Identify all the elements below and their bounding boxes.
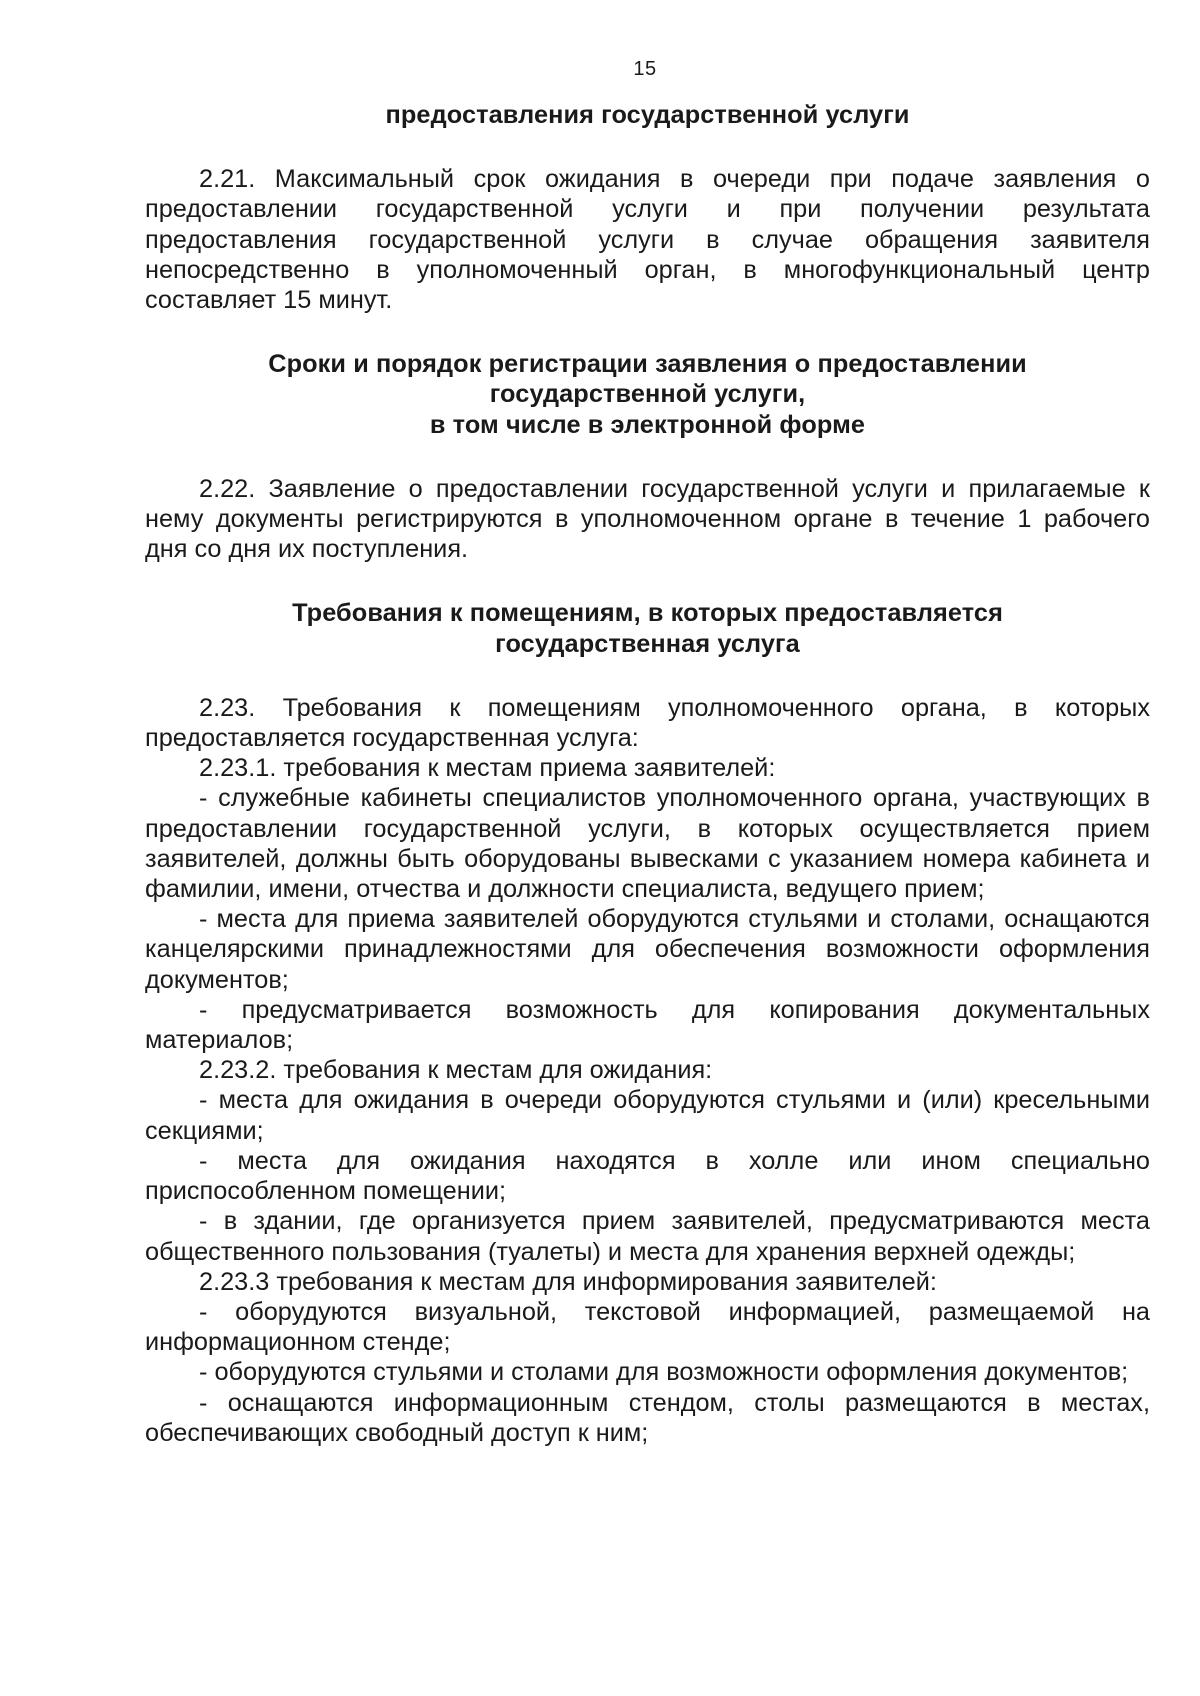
section-heading-premises <box>145 598 1150 658</box>
list-item: - в здании, где организуется прием заявителей, предусматриваются места общественного пользования (туалеты) и места для хранения верхней одежды; <box>145 1207 1150 1266</box>
heading-line: государственной услуги, <box>489 380 806 409</box>
paragraph-2-22: 2.22. Заявление о предоставлении государственной услуги и прилагаемые к нему документы регистрируются в уполномоченном органе в течение 1 рабочего дня со дня их поступления. <box>145 474 1150 564</box>
paragraph-2-23-2: 2.23.2. требования к местам для ожидания: <box>199 1056 713 1085</box>
section-heading-registration <box>145 349 1150 440</box>
section-heading-continuation: предоставления государственной услуги <box>385 101 910 129</box>
heading-line: государственная услуга <box>495 629 800 658</box>
paragraph-2-21: 2.21. Максимальный срок ожидания в очереди при подаче заявления о предоставлении государственной услуги и при получении результата предоставления государственной услуги в случае обращения заявителя непосредственно в уполномоченный орган, в многофункциональный центр составляет 15 минут. <box>145 165 1150 315</box>
list-item: - предусматривается возможность для копирования документальных материалов; <box>145 995 1150 1055</box>
list-item: - оснащаются информационным стендом, столы размещаются в местах, обеспечивающих свободный доступ к ним; <box>145 1388 1150 1447</box>
list-item: - места для ожидания находятся в холле или ином специально приспособленном помещении; <box>145 1146 1150 1206</box>
heading-line: в том числе в электронной форме <box>429 410 866 439</box>
list-item: - служебные кабинеты специалистов уполномоченного органа, участвующих в предоставлении государственной услуги, в которых осуществляется прием заявителей, должны быть оборудованы вывесками с указанием номера кабинета и фамилии, имени, отчества и должности специалиста, ведущего прием; <box>145 784 1150 904</box>
paragraph-2-23: 2.23. Требования к помещениям уполномоченного органа, в которых предоставляется государственная услуга: <box>145 693 1150 753</box>
list-item: - места для ожидания в очереди оборудуются стульями и (или) кресельными секциями; <box>145 1086 1150 1145</box>
paragraph-2-23-1: 2.23.1. требования к местам приема заявителей: <box>199 754 776 783</box>
document-body <box>145 100 1150 1448</box>
list-item: - оборудуются стульями и столами для возможности оформления документов; <box>199 1358 1129 1387</box>
heading-line: Сроки и порядок регистрации заявления о предоставлении <box>268 350 1027 379</box>
list-item: - оборудуются визуальной, текстовой информацией, размещаемой на информационном стенде; <box>145 1297 1150 1357</box>
page-number: 15 <box>633 58 657 80</box>
paragraph-2-23-3: 2.23.3 требования к местам для информирования заявителей: <box>199 1267 937 1296</box>
heading-line: Требования к помещениям, в которых предоставляется <box>292 599 1003 628</box>
list-item: - места для приема заявителей оборудуются стульями и столами, оснащаются канцелярскими принадлежностями для обеспечения возможности оформления документов; <box>145 905 1150 994</box>
